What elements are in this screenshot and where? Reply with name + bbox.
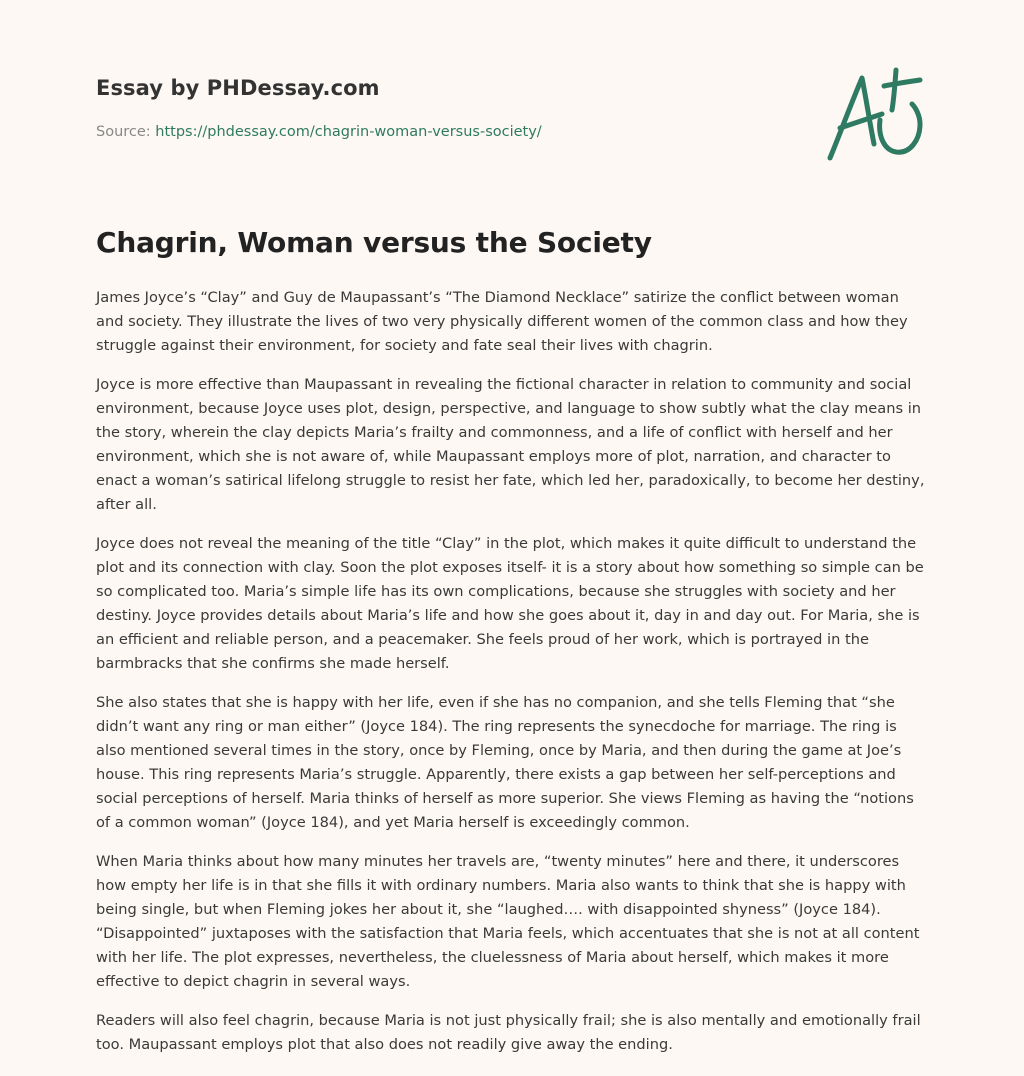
site-brand: Essay by PHDessay.com: [96, 76, 380, 100]
essay-paragraph: James Joyce’s “Clay” and Guy de Maupassant’s “The Diamond Necklace” satirize the conflict between woman and society. They illustrate the lives of two very physically different women of the common class and how they struggle against their environment, for society and fate seal their lives with chagrin.: [96, 289, 908, 354]
source-line: [96, 124, 542, 140]
essay-paragraph: Readers will also feel chagrin, because Maria is not just physically frail; she is also mentally and emotionally frail too. Maupassant employs plot that also does not readily give away the ending.: [96, 1012, 921, 1053]
a-plus-logo-icon: [822, 64, 932, 164]
essay-body: [96, 286, 930, 1072]
essay-paragraph: When Maria thinks about how many minutes her travels are, “twenty minutes” here and there, it underscores how empty her life is in that she fills it with ordinary numbers. Maria also wants to think that she is happy with being single, but when Fleming jokes her about it, she “laughed…. with disappointed shyness” (Joyce 184). “Disappointed” juxtaposes with the satisfaction that Maria feels, which accentuates that she is not at all content with her life. The plot expresses, nevertheless, the cluelessness of Maria about herself, which makes it more effective to depict chagrin in several ways.: [96, 853, 920, 990]
source-link[interactable]: https://phdessay.com/chagrin-woman-versus-society/: [155, 124, 542, 140]
essay-paragraph: Joyce is more effective than Maupassant in revealing the fictional character in relation to community and social environment, because Joyce uses plot, design, perspective, and language to show subtly what the clay means in the story, wherein the clay depicts Maria’s frailty and commonness, and a life of conflict with herself and her environment, which she is not aware of, while Maupassant employs more of plot, narration, and character to enact a woman’s satirical lifelong struggle to resist her fate, which led her, paradoxically, to become her destiny, after all.: [96, 376, 925, 513]
source-label: Source:: [96, 124, 156, 140]
essay-paragraph: Joyce does not reveal the meaning of the title “Clay” in the plot, which makes it quite difficult to understand the plot and its connection with clay. Soon the plot exposes itself- it is a story about how something so simple can be so complicated too. Maria’s simple life has its own complications, because she struggles with society and her destiny. Joyce provides details about Maria’s life and how she goes about it, day in and day out. For Maria, she is an efficient and reliable person, and a peacemaker. She feels proud of her work, which is portrayed in the barmbracks that she confirms she made herself.: [96, 535, 924, 672]
essay-paragraph: She also states that she is happy with her life, even if she has no companion, and she tells Fleming that “she didn’t want any ring or man either” (Joyce 184). The ring represents the synecdoche for marriage. The ring is also mentioned several times in the story, once by Fleming, once by Maria, and then during the game at Joe’s house. This ring represents Maria’s struggle. Apparently, there exists a gap between her self-perceptions and social perceptions of herself. Maria thinks of herself as more superior. She views Fleming as having the “notions of a common woman” (Joyce 184), and yet Maria herself is exceedingly common.: [96, 694, 914, 831]
essay-title: Chagrin, Woman versus the Society: [96, 226, 652, 259]
